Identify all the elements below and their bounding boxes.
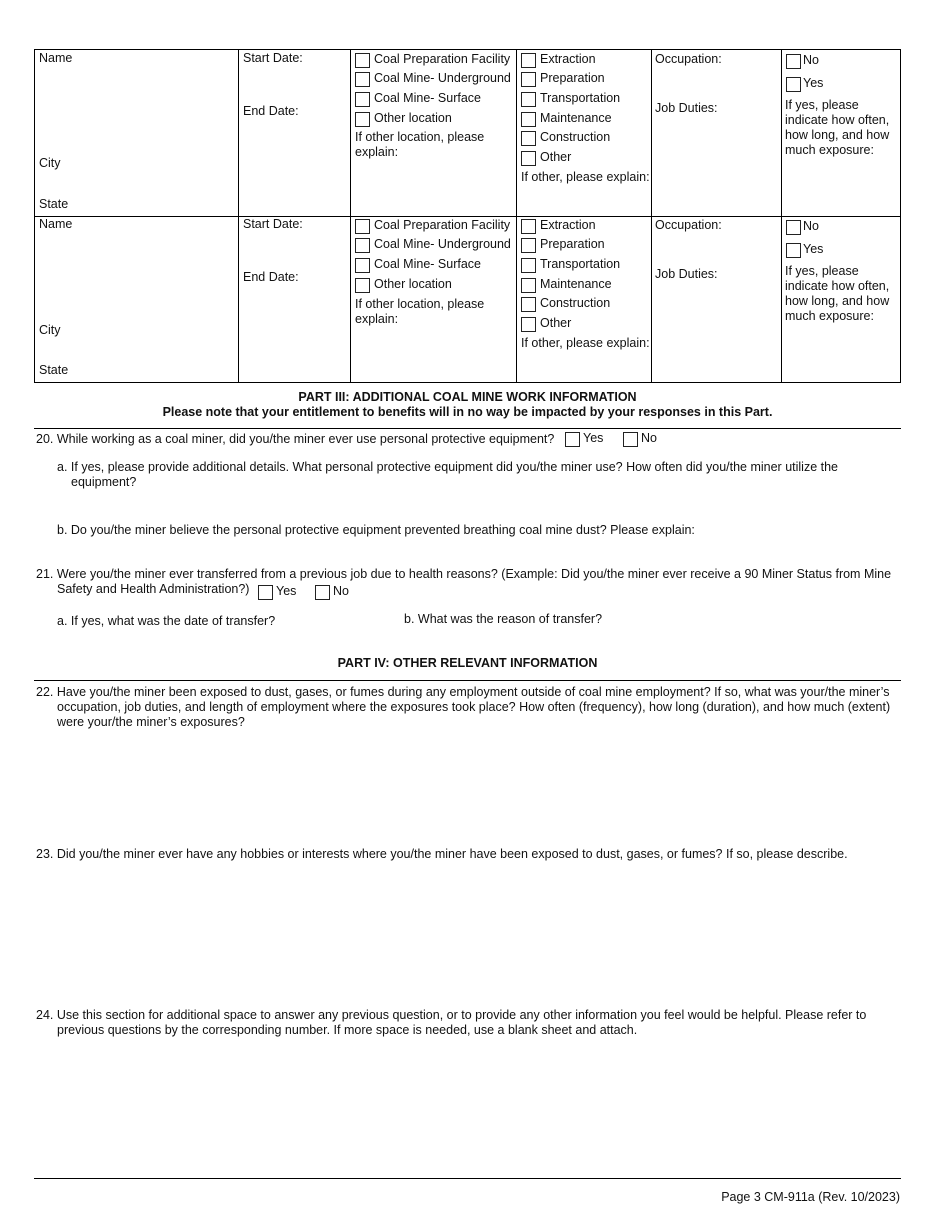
table-column-divider [238,49,239,382]
activity-checkbox[interactable] [521,297,536,312]
table-bottom-border [34,382,901,383]
question-21-line2: Safety and Health Administration?) [57,582,250,596]
activity-option-label: Transportation [540,257,621,271]
question-23: 23. Did you/the miner ever have any hobbies or interests where you/the miner have been exposed to dust, gases, or fumes? If so, please describe. [36,847,848,861]
q20-yes-checkbox[interactable] [565,432,580,447]
table-column-divider [651,49,652,382]
location-option-label: Other location [374,111,452,125]
location-option-label: Coal Mine- Underground [374,71,511,85]
activity-checkbox[interactable] [521,219,536,234]
q21-yes-label: Yes [276,584,297,598]
q21-no-label: No [333,584,349,598]
table-column-divider [781,49,782,382]
exposure-no-label: No [803,53,819,67]
exposure-no-checkbox[interactable] [786,220,801,235]
end-date-label: End Date: [243,270,299,284]
q20-yes-label: Yes [583,431,604,445]
activity-checkbox[interactable] [521,238,536,253]
location-explain-label: If other location, please explain: [355,297,485,326]
activity-checkbox[interactable] [521,278,536,293]
location-checkbox[interactable] [355,92,370,107]
activity-checkbox[interactable] [521,258,536,273]
activity-explain-label: If other, please explain: [521,336,650,350]
activity-option-label: Other [540,316,572,330]
table-top-border [34,49,901,50]
start-date-label: Start Date: [243,51,303,65]
activity-checkbox[interactable] [521,112,536,127]
activity-checkbox[interactable] [521,151,536,166]
activity-option-label: Other [540,150,572,164]
question-20b: b. Do you/the miner believe the personal protective equipment prevented breathing coal mine dust? Please explain: [57,523,695,537]
activity-option-label: Extraction [540,218,596,232]
exposure-yes-checkbox[interactable] [786,77,801,92]
exposure-yes-checkbox[interactable] [786,243,801,258]
exposure-note: If yes, please indicate how often, how long, and how much exposure: [785,98,890,157]
part-3-title: PART III: ADDITIONAL COAL MINE WORK INFORMATION [298,390,637,404]
activity-option-label: Maintenance [540,111,612,125]
occupation-label: Occupation: [655,218,722,232]
activity-option-label: Maintenance [540,277,612,291]
location-option-label: Coal Mine- Surface [374,257,481,271]
table-row-divider [34,216,901,217]
section-divider [34,428,901,429]
activity-checkbox[interactable] [521,72,536,87]
activity-checkbox[interactable] [521,53,536,68]
location-checkbox[interactable] [355,219,370,234]
part-3-note: Please note that your entitlement to benefits will in no way be impacted by your responses in this Part. [162,405,773,419]
activity-option-label: Preparation [540,71,605,85]
question-21a: a. If yes, what was the date of transfer? [57,614,276,628]
location-checkbox[interactable] [355,53,370,68]
end-date-label: End Date: [243,104,299,118]
location-option-label: Other location [374,277,452,291]
location-checkbox[interactable] [355,238,370,253]
name-label: Name [39,217,73,231]
activity-checkbox[interactable] [521,317,536,332]
activity-option-label: Preparation [540,237,605,251]
location-checkbox[interactable] [355,72,370,87]
question-20: 20. While working as a coal miner, did you/the miner ever use personal protective equipment? [36,432,555,446]
location-option-label: Coal Mine- Surface [374,91,481,105]
location-checkbox[interactable] [355,278,370,293]
city-label: City [39,156,61,170]
name-label: Name [39,51,73,65]
location-option-label: Coal Preparation Facility [374,52,511,66]
footer-divider [34,1178,901,1179]
part-4-title: PART IV: OTHER RELEVANT INFORMATION [337,656,598,670]
question-21-line1: 21. Were you/the miner ever transferred from a previous job due to health reasons? (Example: Did you/the miner ever receive a 90 Miner Status from Mine [36,567,892,581]
exposure-no-checkbox[interactable] [786,54,801,69]
activity-explain-label: If other, please explain: [521,170,650,184]
section-divider [34,680,901,681]
exposure-yes-label: Yes [803,76,824,90]
activity-option-label: Construction [540,296,611,310]
location-option-label: Coal Preparation Facility [374,218,511,232]
activity-option-label: Transportation [540,91,621,105]
exposure-yes-label: Yes [803,242,824,256]
table-column-divider [900,49,901,382]
activity-checkbox[interactable] [521,131,536,146]
location-checkbox[interactable] [355,112,370,127]
table-column-divider [34,49,35,382]
question-22: 22. Have you/the miner been exposed to dust, gases, or fumes during any employment outside of coal mine employment? If so, what was your/the miner’s occupation, job duties, and length of employment where the exposures took place? How often (frequency), how long (duration), and how much (extent) were your/the miner’s exposures? [36,685,891,729]
q20-no-checkbox[interactable] [623,432,638,447]
state-label: State [39,363,69,377]
activity-checkbox[interactable] [521,92,536,107]
location-option-label: Coal Mine- Underground [374,237,511,251]
exposure-no-label: No [803,219,819,233]
table-column-divider [350,49,351,382]
occupation-label: Occupation: [655,52,722,66]
job-duties-label: Job Duties: [655,101,718,115]
state-label: State [39,197,69,211]
location-explain-label: If other location, please explain: [355,130,485,159]
question-24: 24. Use this section for additional space to answer any previous question, or to provide any other information you feel would be helpful. Please refer to previous questions by the corresponding number. If more space is needed, use a blank sheet and attach. [36,1008,867,1037]
activity-option-label: Construction [540,130,611,144]
page-footer: Page 3 CM-911a (Rev. 10/2023) [721,1190,900,1204]
q21-yes-checkbox[interactable] [258,585,273,600]
start-date-label: Start Date: [243,217,303,231]
question-21b: b. What was the reason of transfer? [404,612,603,626]
location-checkbox[interactable] [355,258,370,273]
table-column-divider [516,49,517,382]
q20-no-label: No [641,431,657,445]
q21-no-checkbox[interactable] [315,585,330,600]
question-20a: a. If yes, please provide additional details. What personal protective equipment did you/the miner use? How often did you/the miner utilize the equipment? [57,460,838,489]
exposure-note: If yes, please indicate how often, how long, and how much exposure: [785,264,890,323]
city-label: City [39,323,61,337]
job-duties-label: Job Duties: [655,267,718,281]
activity-option-label: Extraction [540,52,596,66]
